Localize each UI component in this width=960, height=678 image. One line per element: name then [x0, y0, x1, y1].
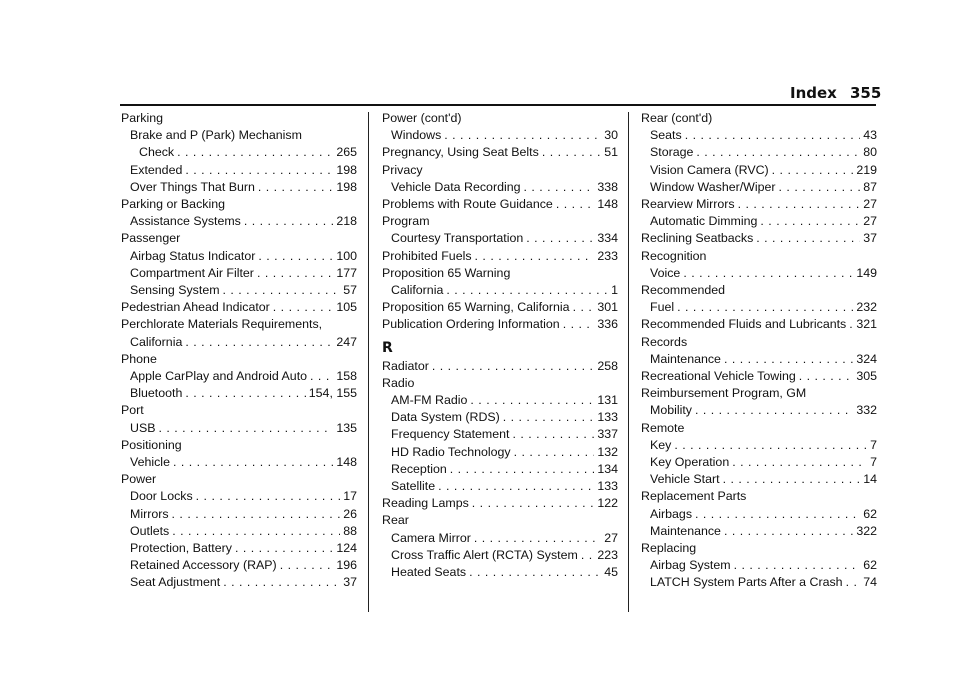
index-term: Remote — [641, 420, 685, 435]
index-entry — [641, 420, 877, 437]
index-term: Radiator — [382, 358, 429, 373]
index-page-ref[interactable]: 223 — [597, 547, 618, 562]
index-entry — [121, 454, 357, 471]
index-page-ref[interactable]: 219 — [856, 162, 877, 177]
index-entry — [121, 557, 357, 574]
index-term: Phone — [121, 351, 157, 366]
index-term: Recreational Vehicle Towing — [641, 369, 796, 384]
index-page-ref[interactable]: 321 — [856, 317, 877, 332]
index-page-ref[interactable]: 133 — [597, 479, 618, 494]
index-term: Reception — [391, 461, 447, 476]
index-term: Publication Ordering Information — [382, 317, 560, 332]
index-page-ref[interactable]: 247 — [336, 334, 357, 349]
index-term: Retained Accessory (RAP) — [130, 558, 277, 573]
dot-leader — [677, 299, 853, 316]
index-entry — [121, 437, 357, 454]
index-entry — [121, 299, 357, 316]
index-page-ref[interactable]: 14 — [863, 472, 877, 487]
index-page-ref[interactable]: 232 — [856, 300, 877, 315]
index-entry — [121, 230, 357, 247]
index-entry — [121, 574, 357, 591]
dot-leader — [177, 144, 333, 161]
index-page-ref[interactable]: 148 — [597, 197, 618, 212]
index-term: Parking — [121, 111, 164, 125]
index-page-ref[interactable]: 135 — [336, 420, 357, 435]
dot-leader — [172, 506, 341, 523]
dot-leader — [799, 368, 854, 385]
index-page-ref[interactable]: 332 — [856, 403, 877, 418]
index-term: Radio — [382, 375, 415, 390]
index-page-ref[interactable]: 322 — [856, 523, 877, 538]
index-page-ref[interactable]: 124 — [336, 541, 357, 556]
dot-leader — [683, 265, 853, 282]
dot-leader — [512, 426, 594, 443]
index-entry — [382, 392, 618, 409]
dot-leader — [756, 230, 860, 247]
index-entry — [121, 385, 357, 402]
index-term: AM-FM Radio — [391, 393, 468, 408]
index-term: Window Washer/Wiper — [650, 179, 776, 194]
index-entry — [382, 265, 618, 282]
index-entry — [121, 110, 357, 127]
index-entry — [121, 540, 357, 557]
index-term: Sensing System — [130, 283, 220, 298]
index-entry — [641, 574, 877, 591]
dot-leader — [438, 478, 594, 495]
index-term: Reclining Seatbacks — [641, 231, 754, 246]
dot-leader — [258, 179, 333, 196]
index-page-ref[interactable]: 105 — [336, 300, 357, 315]
index-term: Seats — [650, 128, 682, 143]
index-entry — [641, 196, 877, 213]
index-term: Satellite — [391, 479, 436, 494]
dot-leader — [674, 437, 867, 454]
index-entry — [121, 368, 357, 385]
index-page-ref[interactable]: 27 — [863, 214, 877, 229]
index-page-ref[interactable]: 198 — [336, 162, 357, 177]
index-entry — [382, 426, 618, 443]
index-page-ref[interactable]: 100 — [336, 248, 357, 263]
index-term: Parking or Backing — [121, 197, 225, 212]
index-entry — [641, 488, 877, 505]
index-entry — [121, 144, 357, 161]
index-term: California — [391, 283, 444, 298]
index-page-ref[interactable]: 43 — [863, 128, 877, 143]
dot-leader — [581, 547, 595, 564]
index-term: Check — [139, 145, 175, 160]
index-entry — [382, 282, 618, 299]
header-rule — [120, 104, 876, 106]
index-page-ref[interactable]: 7 — [870, 437, 877, 452]
index-page-ref[interactable]: 37 — [863, 231, 877, 246]
index-term: Vision Camera (RVC) — [650, 162, 769, 177]
index-term: Bluetooth — [130, 386, 183, 401]
index-term: Frequency Statement — [391, 427, 510, 442]
index-page-ref[interactable]: 233 — [597, 248, 618, 263]
dot-leader — [724, 523, 853, 540]
index-term: Outlets — [130, 523, 170, 538]
index-term: Passenger — [121, 231, 181, 246]
index-term: Vehicle Data Recording — [391, 179, 521, 194]
index-term: Power (cont'd) — [382, 111, 462, 125]
index-entry — [641, 523, 877, 540]
index-entry — [382, 564, 618, 581]
index-entry — [641, 454, 877, 471]
index-entry — [121, 213, 357, 230]
dot-leader — [724, 351, 853, 368]
index-entry — [641, 127, 877, 144]
dot-leader — [444, 127, 601, 144]
index-entry — [382, 299, 618, 316]
dot-leader — [432, 358, 594, 375]
dot-leader — [732, 454, 867, 471]
dot-leader — [563, 316, 595, 333]
index-entry — [382, 127, 618, 144]
index-term: Compartment Air Filter — [130, 265, 254, 280]
index-term: Airbag Status Indicator — [130, 248, 256, 263]
index-column-3 — [641, 110, 877, 592]
index-page-ref[interactable]: 7 — [870, 455, 877, 470]
index-page-ref[interactable]: 218 — [336, 214, 357, 229]
index-page-ref[interactable]: 301 — [597, 300, 618, 315]
index-entry — [382, 375, 618, 392]
index-term: Privacy — [382, 162, 423, 177]
index-page-ref[interactable]: 57 — [343, 283, 357, 298]
index-page-ref[interactable]: 133 — [597, 410, 618, 425]
page-number: 355 — [850, 84, 882, 102]
dot-leader — [280, 557, 334, 574]
dot-leader — [469, 564, 601, 581]
index-page-ref[interactable]: 51 — [604, 145, 618, 160]
dot-leader — [172, 523, 340, 540]
index-page-ref[interactable]: 305 — [856, 369, 877, 384]
index-entry — [641, 540, 877, 557]
index-entry — [641, 385, 877, 402]
index-page-ref[interactable]: 196 — [336, 558, 357, 573]
index-term: Reimbursement Program, GM — [641, 386, 807, 401]
index-page-ref[interactable]: 198 — [336, 179, 357, 194]
index-term: HD Radio Technology — [391, 444, 511, 459]
index-entry — [382, 144, 618, 161]
index-page-ref[interactable]: 27 — [863, 197, 877, 212]
index-term: Fuel — [650, 300, 675, 315]
index-entry — [641, 368, 877, 385]
index-entry — [382, 547, 618, 564]
index-entry — [382, 444, 618, 461]
dot-leader — [542, 144, 601, 161]
dot-leader — [573, 299, 595, 316]
index-entry — [382, 478, 618, 495]
index-entry — [121, 420, 357, 437]
dot-leader — [526, 230, 594, 247]
dot-leader — [772, 162, 854, 179]
index-entry — [641, 110, 877, 127]
index-term: Protection, Battery — [130, 541, 232, 556]
index-term: Windows — [391, 128, 442, 143]
index-entry — [641, 316, 877, 333]
dot-leader — [524, 179, 595, 196]
index-entry — [121, 351, 357, 368]
index-page-ref[interactable]: 37 — [343, 575, 357, 590]
index-term: Maintenance — [650, 351, 721, 366]
index-entry — [121, 179, 357, 196]
index-entry — [641, 230, 877, 247]
index-term: Apple CarPlay and Android Auto — [130, 369, 308, 384]
column-divider — [628, 112, 629, 612]
dot-leader — [475, 248, 595, 265]
dot-leader — [849, 316, 853, 333]
index-entry — [641, 144, 877, 161]
index-entry — [382, 409, 618, 426]
index-term: Airbags — [650, 506, 693, 521]
dot-leader — [760, 213, 860, 230]
index-term: Voice — [650, 265, 681, 280]
index-entry — [121, 248, 357, 265]
index-term: Reading Lamps — [382, 496, 469, 511]
index-entry — [382, 495, 618, 512]
dot-leader — [514, 444, 595, 461]
index-entry — [121, 316, 357, 333]
index-page-ref[interactable]: 154, 155 — [308, 386, 357, 401]
dot-leader — [223, 282, 341, 299]
index-entry — [641, 557, 877, 574]
index-term: Recognition — [641, 248, 707, 263]
index-entry — [641, 213, 877, 230]
index-term: Perchlorate Materials Requirements, — [121, 317, 323, 332]
index-page-ref[interactable]: 80 — [863, 145, 877, 160]
index-term: Storage — [650, 145, 694, 160]
index-page-ref[interactable]: 17 — [343, 489, 357, 504]
index-term: Proposition 65 Warning, California — [382, 300, 570, 315]
index-term: USB — [130, 420, 156, 435]
index-term: Port — [121, 403, 144, 418]
dot-leader — [158, 420, 333, 437]
dot-leader — [738, 196, 861, 213]
index-term: Program — [382, 214, 430, 229]
dot-leader — [173, 454, 333, 471]
index-entry — [641, 248, 877, 265]
index-term: Assistance Systems — [130, 214, 241, 229]
index-page-ref[interactable]: 134 — [597, 461, 618, 476]
index-page-ref[interactable]: 177 — [336, 265, 357, 280]
dot-leader — [503, 409, 595, 426]
index-term: Replacing — [641, 541, 697, 556]
dot-leader — [450, 461, 595, 478]
index-page-ref[interactable]: 45 — [604, 565, 618, 580]
index-term: Recommended — [641, 283, 726, 298]
dot-leader — [723, 471, 861, 488]
index-term: Extended — [130, 162, 183, 177]
index-page-ref[interactable]: 27 — [604, 530, 618, 545]
dot-leader — [779, 179, 861, 196]
index-term: Mirrors — [130, 506, 169, 521]
index-entry — [641, 351, 877, 368]
index-column-1 — [121, 110, 357, 592]
dot-leader — [695, 506, 860, 523]
index-entry — [382, 230, 618, 247]
dot-leader — [685, 127, 861, 144]
index-entry — [121, 196, 357, 213]
index-term: Cross Traffic Alert (RCTA) System — [391, 547, 578, 562]
index-term: Rear (cont'd) — [641, 111, 713, 125]
index-term: Camera Mirror — [391, 530, 471, 545]
index-page-ref[interactable]: 62 — [863, 506, 877, 521]
dot-leader — [185, 385, 305, 402]
index-page-ref[interactable]: 88 — [343, 523, 357, 538]
index-page-ref[interactable]: 74 — [863, 575, 877, 590]
index-term: Heated Seats — [391, 565, 467, 580]
dot-leader — [472, 495, 595, 512]
index-entry — [382, 316, 618, 333]
index-page-ref[interactable]: 338 — [597, 179, 618, 194]
index-term: California — [130, 334, 183, 349]
index-page-ref[interactable]: 265 — [336, 145, 357, 160]
dot-leader — [185, 162, 333, 179]
index-term: Door Locks — [130, 489, 193, 504]
dot-leader — [446, 282, 608, 299]
index-term: Mobility — [650, 403, 692, 418]
index-entry — [121, 402, 357, 419]
index-entry — [121, 523, 357, 540]
column-divider — [368, 112, 369, 612]
dot-leader — [235, 540, 333, 557]
index-term: Vehicle — [130, 455, 170, 470]
index-entry — [382, 530, 618, 547]
index-term: LATCH System Parts After a Crash — [650, 575, 843, 590]
index-entry — [382, 110, 618, 127]
index-term: Airbag System — [650, 558, 731, 573]
index-term: Data System (RDS) — [391, 410, 500, 425]
index-entry — [641, 437, 877, 454]
index-entry — [121, 127, 357, 144]
dot-leader — [196, 488, 341, 505]
index-term: Brake and P (Park) Mechanism — [130, 128, 302, 143]
index-term: Seat Adjustment — [130, 575, 221, 590]
index-entry — [641, 506, 877, 523]
index-term: Courtesy Transportation — [391, 231, 524, 246]
index-page-ref[interactable]: 131 — [597, 393, 618, 408]
index-term: Recommended Fluids and Lubricants — [641, 317, 847, 332]
index-entry — [382, 461, 618, 478]
index-term: Vehicle Start — [650, 472, 720, 487]
dot-leader — [258, 248, 333, 265]
index-page-ref[interactable]: 336 — [597, 317, 618, 332]
dot-leader — [474, 530, 601, 547]
dot-leader — [695, 402, 853, 419]
index-term: Power — [121, 472, 157, 487]
index-page-ref[interactable]: 337 — [597, 427, 618, 442]
index-term: Replacement Parts — [641, 489, 747, 504]
index-entry — [121, 506, 357, 523]
index-entry — [641, 265, 877, 282]
index-column-2 — [382, 110, 618, 581]
index-page-ref[interactable]: 149 — [856, 265, 877, 280]
index-entry — [121, 265, 357, 282]
index-entry — [641, 282, 877, 299]
dot-leader — [310, 368, 333, 385]
index-entry — [641, 471, 877, 488]
index-term: Rearview Mirrors — [641, 197, 735, 212]
index-page-ref[interactable]: 122 — [597, 496, 618, 511]
index-entry — [382, 512, 618, 529]
index-term: Problems with Route Guidance — [382, 197, 553, 212]
dot-leader — [244, 213, 333, 230]
index-entry — [121, 282, 357, 299]
dot-leader — [696, 144, 860, 161]
index-entry — [382, 162, 618, 179]
index-entry — [382, 196, 618, 213]
index-term: Over Things That Burn — [130, 179, 255, 194]
index-term: Prohibited Fuels — [382, 248, 472, 263]
index-entry — [641, 402, 877, 419]
index-term: Automatic Dimming — [650, 214, 758, 229]
index-page-ref[interactable]: 334 — [597, 231, 618, 246]
index-term: Pregnancy, Using Seat Belts — [382, 145, 539, 160]
index-entry — [121, 334, 357, 351]
index-page-ref[interactable]: 26 — [343, 506, 357, 521]
index-term: Key — [650, 437, 672, 452]
index-page-ref[interactable]: 148 — [336, 455, 357, 470]
index-entry — [382, 179, 618, 196]
dot-leader — [846, 574, 861, 591]
index-page-ref[interactable]: 62 — [863, 558, 877, 573]
index-entry — [641, 334, 877, 351]
index-page-ref[interactable]: 30 — [604, 128, 618, 143]
index-page-ref[interactable]: 132 — [597, 444, 618, 459]
index-entry — [382, 248, 618, 265]
dot-leader — [273, 299, 334, 316]
index-entry — [641, 162, 877, 179]
section-letter: R — [382, 339, 393, 356]
index-entry — [121, 471, 357, 488]
dot-leader — [470, 392, 594, 409]
index-entry — [121, 488, 357, 505]
dot-leader — [185, 334, 333, 351]
index-term: Proposition 65 Warning — [382, 265, 511, 280]
dot-leader — [556, 196, 595, 213]
index-term: Maintenance — [650, 523, 721, 538]
index-page-ref[interactable]: 158 — [336, 369, 357, 384]
dot-leader — [257, 265, 333, 282]
index-term: Pedestrian Ahead Indicator — [121, 300, 270, 315]
index-entry — [121, 162, 357, 179]
index-entry — [641, 299, 877, 316]
index-term: Key Operation — [650, 455, 730, 470]
index-page-ref[interactable]: 258 — [597, 358, 618, 373]
index-term: Records — [641, 334, 688, 349]
index-entry — [382, 358, 618, 375]
index-page-ref[interactable]: 87 — [863, 179, 877, 194]
index-page-ref[interactable]: 324 — [856, 351, 877, 366]
dot-leader — [734, 557, 861, 574]
index-page-ref[interactable]: 1 — [611, 283, 618, 298]
index-entry — [641, 179, 877, 196]
index-term: Positioning — [121, 437, 182, 452]
index-term: Rear — [382, 513, 409, 528]
dot-leader — [223, 574, 340, 591]
index-entry — [382, 213, 618, 230]
index-title: Index — [790, 84, 837, 102]
